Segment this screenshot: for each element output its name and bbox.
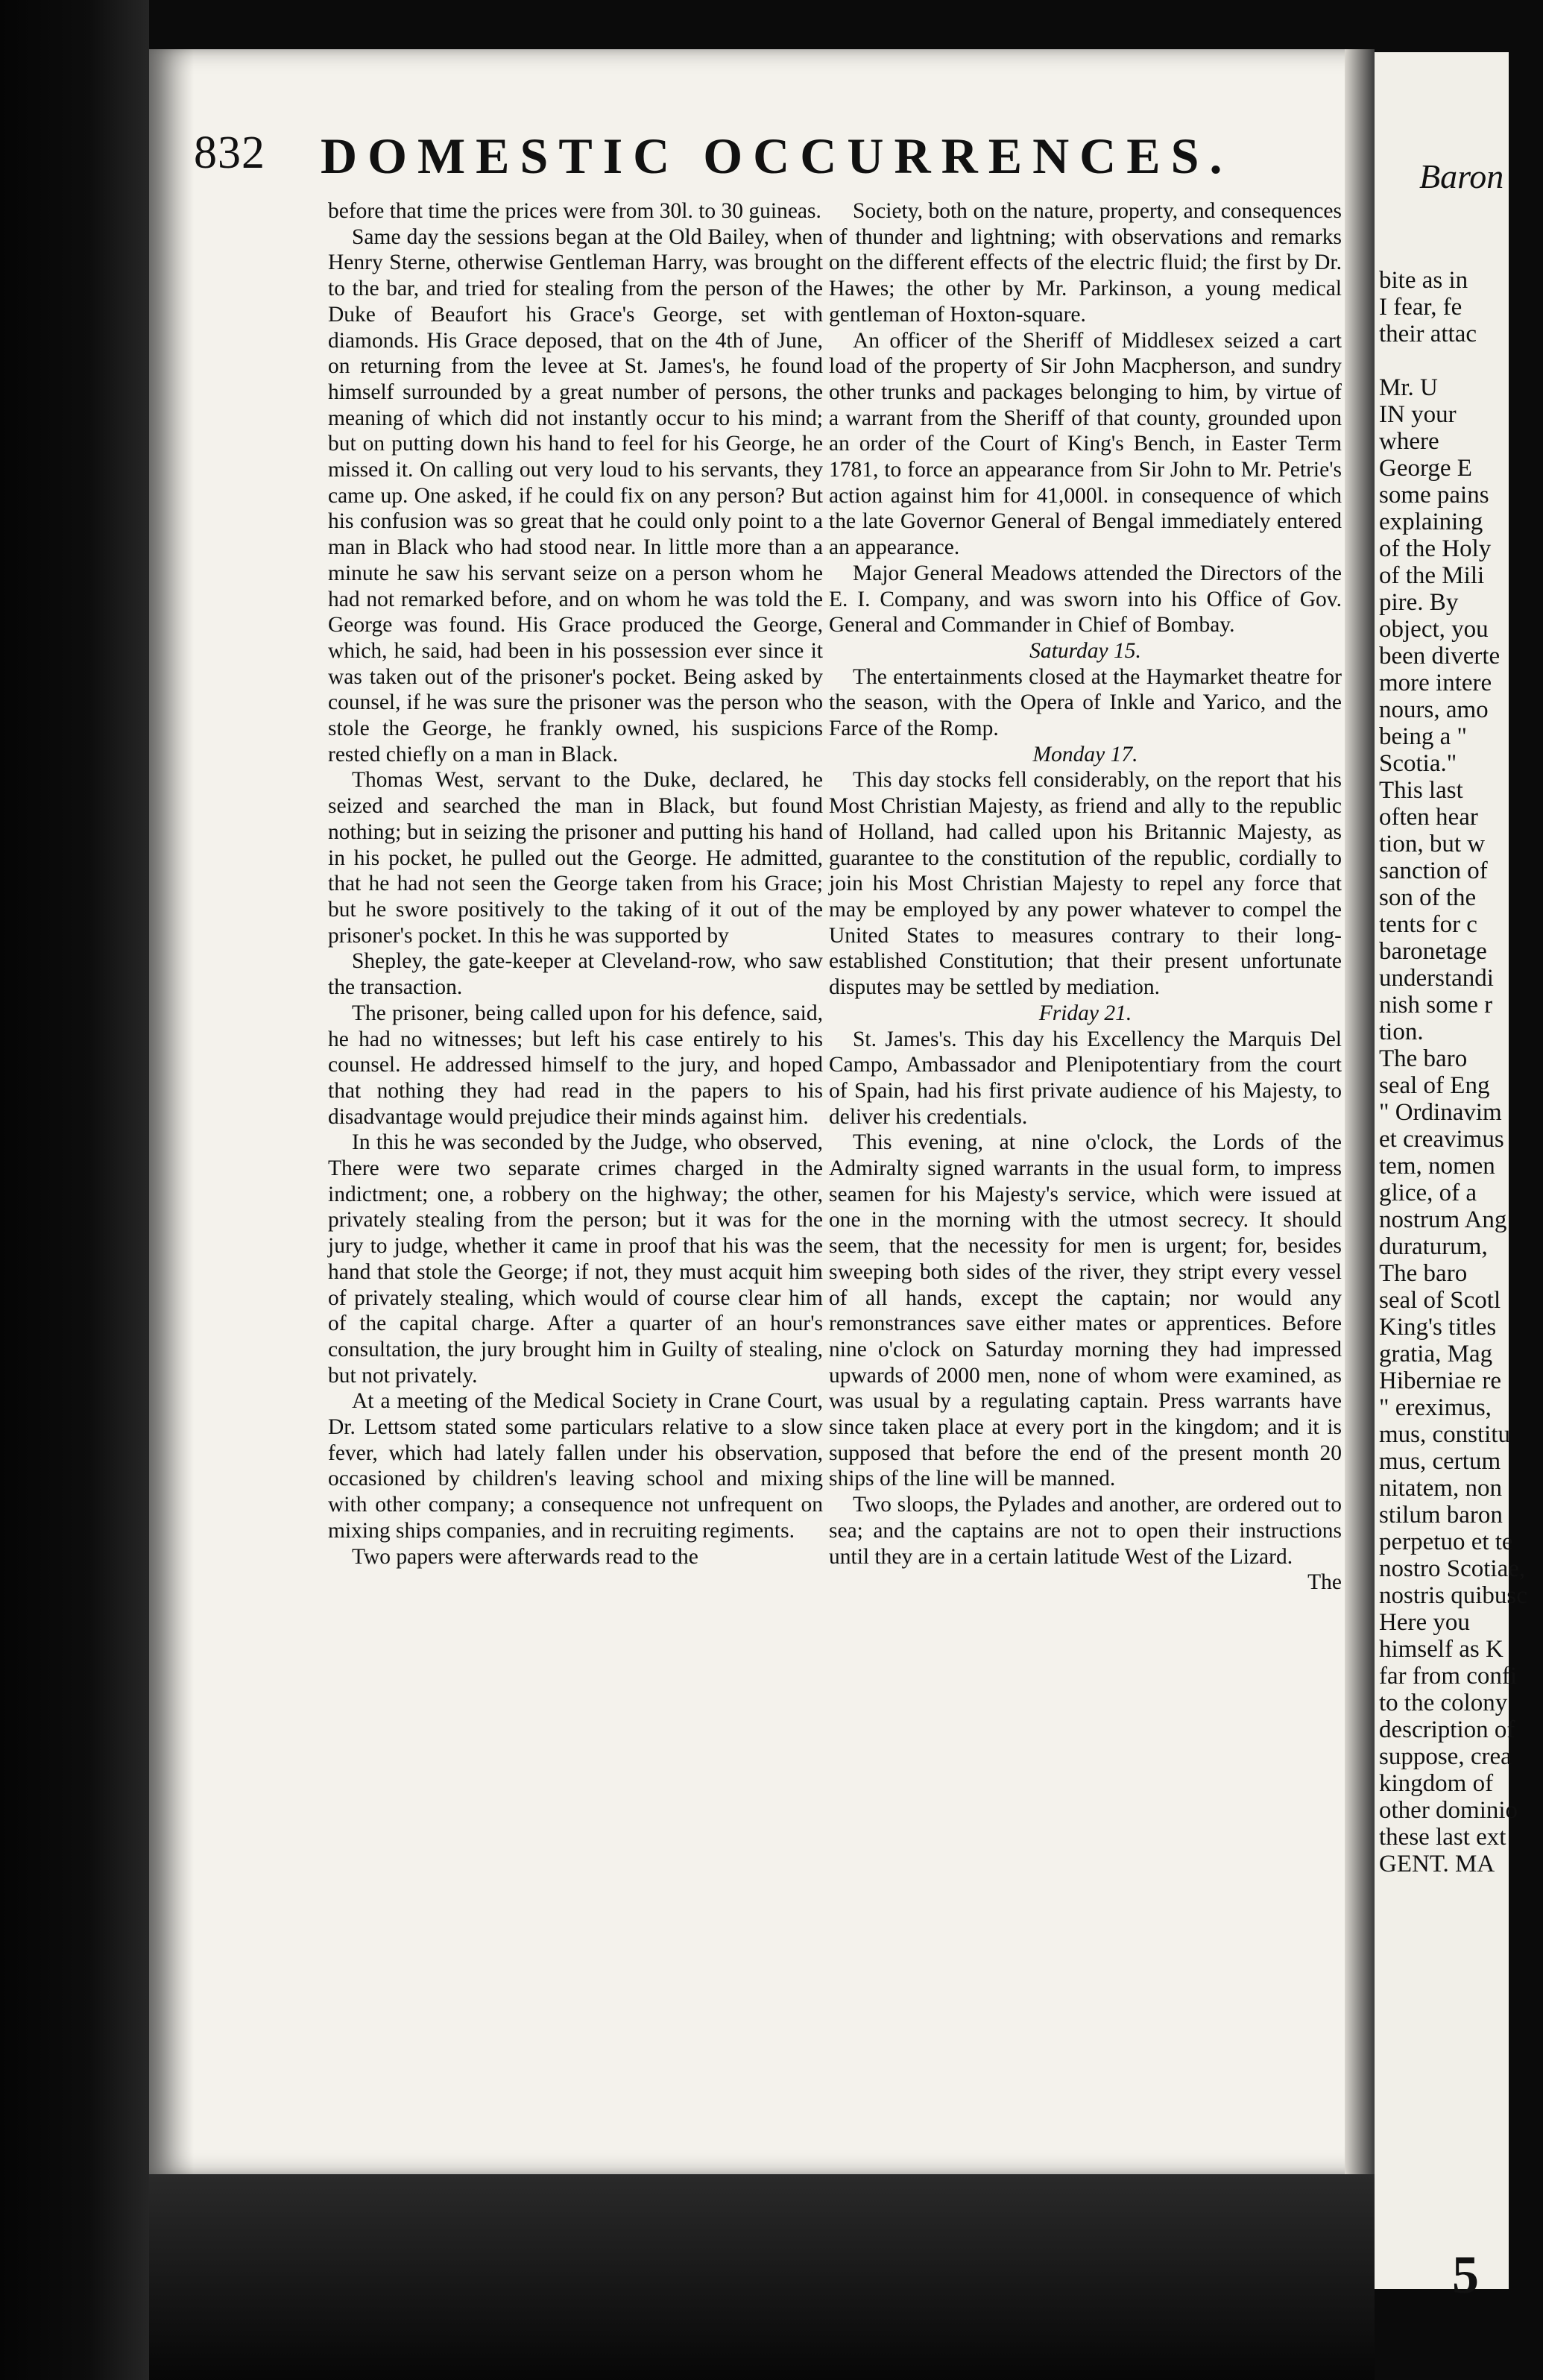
adjacent-page-line: of the Mili [1379, 562, 1485, 589]
paragraph: Two sloops, the Pylades and another, are ordered out to sea; and the captains are not to open their instructions until they are in a certain latitude West of the Lizard. [829, 1493, 1342, 1569]
adjacent-page-line: seal of Scotl [1379, 1287, 1501, 1314]
adjacent-page-line: Hiberniae re [1379, 1367, 1501, 1394]
text-column-left [328, 198, 823, 1570]
paragraph: In this he was seconded by the Judge, who observed, There were two separate crimes charged in the indictment; one, a robbery on the highway; the other, privately stealing from the person; but it was for the jury to judge, whether it came in proof that his was the hand that stole the George; if not, they must acquit him of privately stealing, which would of course clear him of the capital charge. After a quarter of an hour's consultation, the jury brought him in Guilty of stealing, but not privately. [328, 1130, 823, 1388]
adjacent-page-line: to the colony [1379, 1690, 1508, 1716]
adjacent-page-line [1379, 347, 1543, 374]
paragraph: before that time the prices were from 30l. to 30 guineas. [328, 199, 821, 223]
scan-border-left [0, 0, 149, 2380]
paragraph: St. James's. This day his Excellency the Marquis Del Campo, Ambassador and Plenipotentiary from the court of Spain, had his first private audience of his Majesty, to deliver his credentials. [829, 1027, 1342, 1129]
book-gutter [1345, 49, 1375, 2174]
paragraph: An officer of the Sheriff of Middlesex seized a cart load of the property of Sir John Macpherson, and sundry other trunks and packages belonging to him, by virtue of a warrant from the Sheriff of that county, grounded upon an order of the Court of King's Bench, in Easter Term 1781, to force an appearance from Sir John to Mr. Petrie's action against him for 41,000l. in consequence of which the late Governor General of Bengal immediately entered an appearance. [829, 328, 1342, 560]
adjacent-page-line: IN your [1379, 401, 1457, 428]
adjacent-page-line: more intere [1379, 670, 1492, 696]
signature-mark: 5 [1452, 2245, 1479, 2305]
paragraph: At a meeting of the Medical Society in Crane Court, Dr. Lettsom stated some particulars relative to a slow fever, which had lately fallen under his observation, occasioned by children's leaving school and mixing with other company; a consequence not unfrequent on mixing ships companies, and in recruiting regiments. [328, 1389, 823, 1543]
adjacent-page-line: nish some r [1379, 992, 1493, 1019]
paragraph: This day stocks fell considerably, on the report that his Most Christian Majesty, as friend and ally to the republic of Holland, had called upon his Britannic Majesty, as guarantee to the constitution of the republic, cordially to join his Most Christian Majesty to repel any force that may be employed by any power whatever to compel the United States to measures contrary to their long-established Constitution; that their present unfortunate disputes may be settled by mediation. [829, 768, 1342, 1000]
adjacent-page-line: Scotia." [1379, 750, 1457, 777]
adjacent-page-line: pire. By [1379, 589, 1459, 616]
adjacent-page-line: being a " [1379, 723, 1467, 750]
adjacent-page-line: " Ordinavim [1379, 1099, 1502, 1126]
adjacent-page-line: duraturum, [1379, 1233, 1488, 1260]
adjacent-page-line: bite as in [1379, 267, 1468, 294]
adjacent-page-line: The baro [1379, 1260, 1468, 1287]
adjacent-page-line: This last [1379, 777, 1463, 804]
date-heading: Saturday 15. [1029, 638, 1141, 663]
adjacent-page-line: some pains [1379, 482, 1489, 509]
adjacent-page-line: GENT. MA [1379, 1851, 1495, 1877]
adjacent-page-line: far from confi [1379, 1663, 1518, 1690]
paragraph: Society, both on the nature, property, and consequences of thunder and lightning; with observations and remarks on the different effects of the electric fluid; the first by Dr. Hawes; the other by Mr. Parkinson, a young medical gentleman of Hoxton-square. [829, 199, 1342, 327]
adjacent-page-line: nitatem, non [1379, 1475, 1502, 1502]
adjacent-page-line: been diverte [1379, 643, 1501, 670]
paragraph: Major General Meadows attended the Directors of the E. I. Company, and was sworn into his Office of Gov. General and Commander in Chief of Bombay. [829, 561, 1342, 638]
adjacent-page-line: object, you [1379, 616, 1489, 643]
paragraph: Two papers were afterwards read to the [352, 1544, 698, 1569]
paragraph: The prisoner, being called upon for his defence, said, he had no witnesses; but left his case entirely to his counsel. He addressed himself to the jury, and hoped that nothing they had read in the papers to his disadvantage would prejudice their minds against him. [328, 1001, 823, 1129]
adjacent-page-line: often hear [1379, 804, 1478, 831]
adjacent-page-line: where [1379, 428, 1439, 455]
adjacent-page-line: baronetage [1379, 938, 1487, 965]
adjacent-page-line: of the Holy [1379, 535, 1492, 562]
adjacent-page-line: suppose, crea [1379, 1743, 1512, 1770]
adjacent-page-line: description of [1379, 1716, 1515, 1743]
adjacent-page-line: seal of Eng [1379, 1072, 1490, 1099]
adjacent-page-line: himself as K [1379, 1636, 1503, 1663]
scan-border-bottom [149, 2174, 1375, 2380]
adjacent-page-line: Here you [1379, 1609, 1470, 1636]
adjacent-page-line: stilum baron [1379, 1502, 1503, 1529]
adjacent-page-line: son of the [1379, 884, 1477, 911]
paragraph: The entertainments closed at the Haymarket theatre for the season, with the Opera of Inkle and Yarico, and the Farce of the Romp. [829, 664, 1342, 741]
adjacent-page-line: these last ext [1379, 1824, 1506, 1851]
paragraph: Same day the sessions began at the Old Bailey, when Henry Sterne, otherwise Gentleman Harry, was brought to the bar, and tried for stealing from the person of the Duke of Beaufort his Grace's George, set with diamonds. His Grace deposed, that on the 4th of June, on returning from the levee at St. James's, he found himself surrounded by a great number of persons, the meaning of which did not instantly occur to his mind; but on putting down his hand to feel for his George, he missed it. On calling out very loud to his servants, they came up. One asked, if he could fix on any person? But his confusion was so great that he could only point to a man in Black who had stood near. In little more than a minute he saw his servant seize on a person whom he had not remarked before, and on whom he was told the George was found. His Grace produced the George, which, he said, had been in his possession ever since it was taken out of the prisoner's pocket. Being asked by counsel, if he was sure the prisoner was the person who stole the George, he frankly owned, his suspicions rested chiefly on a man in Black. [328, 224, 823, 766]
running-title: DOMESTIC OCCURRENCES. [321, 128, 1233, 184]
paragraph: Thomas West, servant to the Duke, declared, he seized and searched the man in Black, but found nothing; but in seizing the prisoner and putting his hand in his pocket, he pulled out the George. He admitted, that he had not seen the George taken from his Grace; but he swore positively to the taking of it out of the prisoner's pocket. In this he was supported by [328, 768, 823, 948]
date-heading: Friday 21. [1038, 1001, 1132, 1025]
text-column-right [829, 198, 1342, 1596]
adjacent-page-line: Mr. U [1379, 374, 1438, 401]
adjacent-page-line: tents for c [1379, 911, 1477, 938]
adjacent-page-line: nours, amo [1379, 696, 1489, 723]
adjacent-page-line: understandi [1379, 965, 1494, 992]
adjacent-page-running-title: Baron [1419, 157, 1504, 195]
adjacent-page-line: mus, constitu [1379, 1421, 1511, 1448]
adjacent-page-line: George E [1379, 455, 1472, 482]
adjacent-page-text [1379, 267, 1543, 1877]
adjacent-page-line: et creavimus [1379, 1126, 1504, 1153]
catchword: The [1307, 1570, 1342, 1595]
adjacent-page-line: gratia, Mag [1379, 1341, 1493, 1367]
adjacent-page-line: The baro [1379, 1045, 1468, 1072]
adjacent-page-line: kingdom of [1379, 1770, 1494, 1797]
adjacent-page-line: perpetuo et te [1379, 1529, 1513, 1555]
adjacent-page [1375, 52, 1527, 2305]
adjacent-page-line: I fear, fe [1379, 294, 1462, 321]
adjacent-page-line: nostro Scotiae, [1379, 1555, 1526, 1582]
adjacent-page-line: tem, nomen [1379, 1153, 1495, 1180]
page-number: 832 [194, 128, 265, 178]
adjacent-page-line: King's titles [1379, 1314, 1497, 1341]
adjacent-page-line: other dominio [1379, 1797, 1518, 1824]
adjacent-page-line: sanction of [1379, 857, 1488, 884]
adjacent-page-line: tion, but w [1379, 831, 1486, 857]
adjacent-page-line: nostrum Ang [1379, 1206, 1507, 1233]
adjacent-page-line: their attac [1379, 321, 1477, 347]
adjacent-page-line: mus, certum [1379, 1448, 1501, 1475]
paragraph: This evening, at nine o'clock, the Lords of the Admiralty signed warrants in the usual form, to impress seamen for his Majesty's service, which were issued at one in the morning with the utmost secrecy. It should seem, that the necessity for men is urgent; for, besides sweeping both sides of the river, they stript every vessel of all hands, except the captain; nor would any remonstrances save either mates or apprentices. Before nine o'clock on Saturday morning they had impressed upwards of 2000 men, none of whom were examined, as was usual by a regulating captain. Press warrants have since taken place at every port in the kingdom; and it is supposed that before the end of the present month 20 ships of the line will be manned. [829, 1130, 1342, 1491]
date-heading: Monday 17. [1032, 742, 1138, 766]
adjacent-page-line: explaining [1379, 509, 1483, 535]
adjacent-page-line: glice, of a [1379, 1180, 1477, 1206]
paragraph: Shepley, the gate-keeper at Cleveland-row, who saw the transaction. [328, 949, 823, 1000]
adjacent-page-line: tion. [1379, 1019, 1424, 1045]
page-header [194, 127, 1342, 194]
adjacent-page-line: " ereximus, [1379, 1394, 1492, 1421]
adjacent-page-line: nostris quibusc [1379, 1582, 1527, 1609]
